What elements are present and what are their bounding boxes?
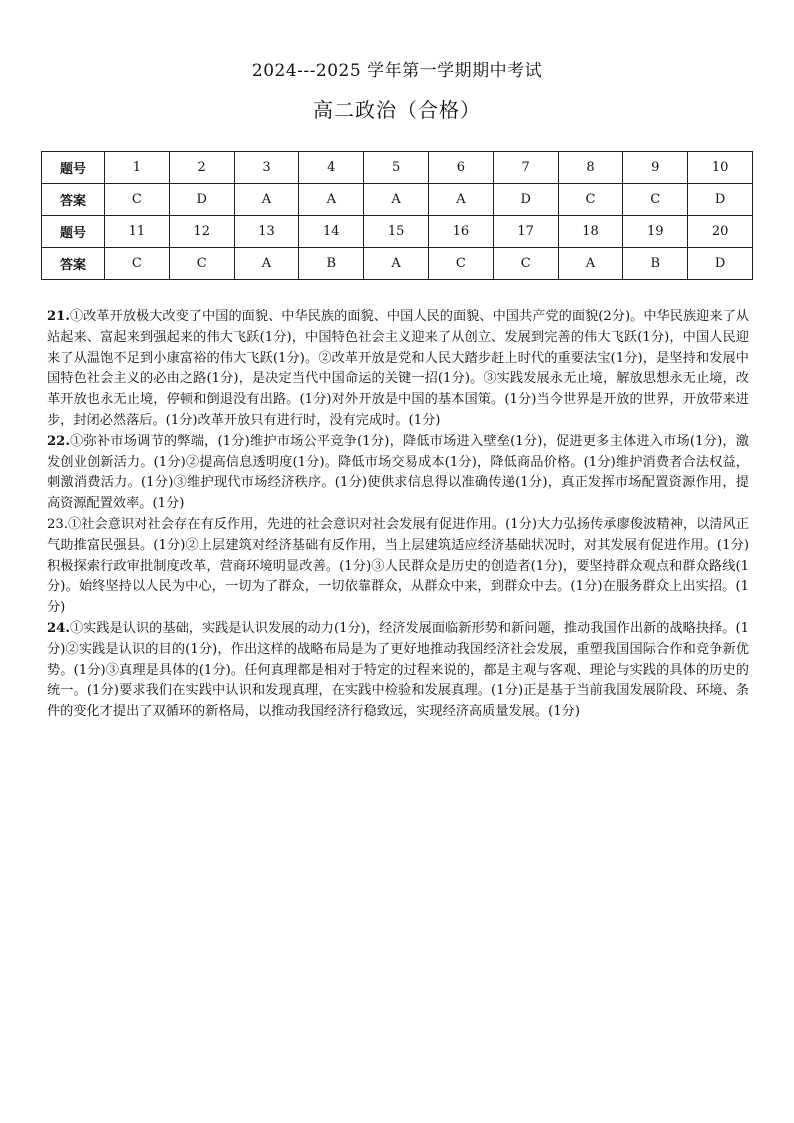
answer-cell: D [493, 184, 558, 216]
answer-cell: B [623, 248, 688, 280]
table-row [42, 152, 753, 184]
question-number-cell: 6 [428, 152, 493, 184]
question-number-cell: 19 [623, 216, 688, 248]
answer-paragraph-24 [47, 619, 749, 723]
question-number-cell: 13 [234, 216, 299, 248]
question-number-cell: 11 [105, 216, 170, 248]
question-number-cell: 5 [364, 152, 429, 184]
answer-paragraph-21 [47, 307, 749, 432]
exam-title: 2024---2025 学年第一学期期中考试 [251, 61, 543, 81]
answer-cell: C [105, 248, 170, 280]
question-number-cell: 1 [105, 152, 170, 184]
answer-cell: A [558, 248, 623, 280]
answer-table [41, 151, 753, 280]
row-label: 题号 [42, 152, 105, 184]
question-number: 24. [47, 620, 70, 636]
row-label: 答案 [42, 248, 105, 280]
answer-explanations [47, 307, 749, 723]
table-row [42, 184, 753, 216]
answer-cell: A [234, 248, 299, 280]
answer-cell: A [299, 184, 364, 216]
question-number-cell: 16 [428, 216, 493, 248]
table-row [42, 248, 753, 280]
question-number: 23. [47, 516, 68, 532]
answer-text: ①社会意识对社会存在有反作用，先进的社会意识对社会发展有促进作用。(1分)大力弘扬传承廖俊波精神，以清风正气助推富民强县。(1分)②上层建筑对经济基础有反作用，当上层建筑适应经济基础状况时，对其发展有促进作用。(1分)积极探索行政审批制度改革，营商环境明显改善。(1分)③人民群众是历史的创造者(1分)，要坚持群众观点和群众路线(1分)。始终坚持以人民为中心，一切为了群众，一切依靠群众，从群众中来，到群众中去。(1分)在服务群众上出实招。(1分) [47, 516, 749, 616]
question-number-cell: 9 [623, 152, 688, 184]
exam-subtitle: 高二政治（合格） [313, 98, 481, 122]
question-number: 21. [47, 309, 70, 324]
answer-cell: A [364, 184, 429, 216]
question-number-cell: 18 [558, 216, 623, 248]
question-number-cell: 3 [234, 152, 299, 184]
question-number-cell: 4 [299, 152, 364, 184]
answer-paragraph-22 [47, 432, 749, 515]
answer-cell: C [493, 248, 558, 280]
answer-text: ①改革开放极大改变了中国的面貌、中华民族的面貌、中国人民的面貌、中国共产党的面貌(2分)。中华民族迎来了从站起来、富起来到强起来的伟大飞跃(1分)，中国特色社会主义迎来了从创立、发展到完善的伟大飞跃(1分)，中国人民迎来了从温饱不足到小康富裕的伟大飞跃(1分)。②改革开放是党和人民大踏步赶上时代的重要法宝(1分)，是坚持和发展中国特色社会主义的必由之路(1分)，是决定当代中国命运的关键一招(1分)。③实践发展永无止境，解放思想永无止境，改革开放也永无止境，停顿和倒退没有出路。(1分)对外开放是中国的基本国策。(1分)当今世界是开放的世界，开放带来进步，封闭必然落后。(1分)改革开放只有进行时，没有完成时。(1分) [47, 309, 749, 428]
answer-cell: B [299, 248, 364, 280]
question-number-cell: 15 [364, 216, 429, 248]
answer-paragraph-23 [47, 515, 749, 619]
question-number-cell: 2 [169, 152, 234, 184]
question-number-cell: 20 [688, 216, 753, 248]
answer-text: ①弥补市场调节的弊端，(1分)维护市场公平竞争(1分)，降低市场进入壁垒(1分)，促进更多主体进入市场(1分)，激发创业创新活力。(1分)②提高信息透明度(1分)。降低市场交易成本(1分)，降低商品价格。(1分)维护消费者合法权益，刺激消费活力。(1分)③维护现代市场经济秩序。(1分)使供求信息得以准确传递(1分)，真正发挥市场配置资源作用，提高资源配置效率。(1分) [47, 433, 749, 512]
answer-text: ①实践是认识的基础，实践是认识发展的动力(1分)，经济发展面临新形势和新问题，推动我国作出新的战略抉择。(1分)②实践是认识的目的(1分)，作出这样的战略布局是为了更好地推动我国经济社会发展，重塑我国国际合作和竞争新优势。(1分)③真理是具体的(1分)。任何真理都是相对于特定的过程来说的，都是主观与客观、理论与实践的具体的历史的统一。(1分)要求我们在实践中认识和发现真理，在实践中检验和发展真理。(1分)正是基于当前我国发展阶段、环境、条件的变化才提出了双循环的新格局，以推动我国经济行稳致远，实现经济高质量发展。(1分) [47, 620, 749, 720]
answer-cell: D [688, 184, 753, 216]
question-number-cell: 14 [299, 216, 364, 248]
answer-cell: A [234, 184, 299, 216]
answer-cell: C [169, 248, 234, 280]
answer-cell: D [688, 248, 753, 280]
answer-cell: A [364, 248, 429, 280]
answer-cell: C [428, 248, 493, 280]
question-number-cell: 12 [169, 216, 234, 248]
answer-cell: C [623, 184, 688, 216]
question-number-cell: 17 [493, 216, 558, 248]
question-number: 22. [47, 433, 70, 449]
table-row [42, 216, 753, 248]
answer-cell: C [558, 184, 623, 216]
row-label: 题号 [42, 216, 105, 248]
question-number-cell: 8 [558, 152, 623, 184]
question-number-cell: 7 [493, 152, 558, 184]
answer-cell: C [105, 184, 170, 216]
answer-cell: A [428, 184, 493, 216]
question-number-cell: 10 [688, 152, 753, 184]
answer-cell: D [169, 184, 234, 216]
row-label: 答案 [42, 184, 105, 216]
